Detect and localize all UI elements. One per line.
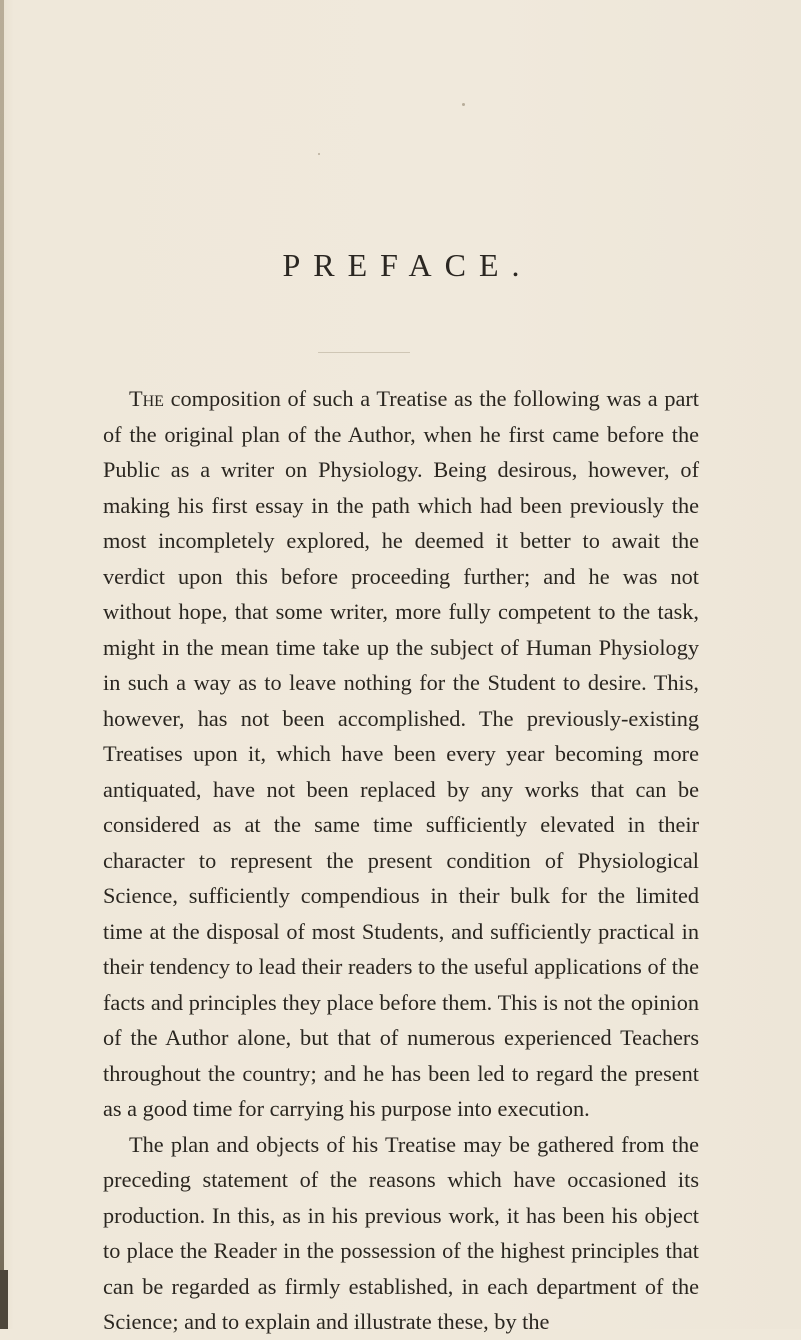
paragraph-1-text: composition of such a Treatise as the following was a part of the original plan of the Author, when he first came before the Public as a writer on Physiology. Being desirous, however, of making his first essay in the path which had been previously the most incompletely explored, he deemed it better to await the verdict upon this before proceeding further; and he was not without hope, that some writer, more fully competent to the task, might in the mean time take up the subject of Human Physiology in such a way as to leave nothing for the Student to desire. This, however, has not been accomplished. The previously-existing Treatises upon it, which have been every year becoming more antiquated, have not been replaced by any works that can be considered as at the same time sufficiently elevated in their character to represent the present condition of Physiological Science, sufficiently compendious in their bulk for the limited time at the disposal of most Students, and sufficiently practical in their tendency to lead their readers to the useful applications of the facts and principles they place before them. This is not the opinion of the Author alone, but that of numerous experienced Teachers throughout the country; and he has been led to regard the present as a good time for carrying his purpose into execution. [103, 386, 700, 1121]
page-title: PREFACE. [282, 247, 533, 283]
preface-body [103, 381, 699, 1340]
paragraph-2-text: The plan and objects of his Treatise may be gathered from the preceding statement of the reasons which have occasioned its production. In this, as in his previous work, it has been his object to place the Reader in the possession of the highest principles that can be regarded as firmly established, in each department of the Science; and to explain and illustrate these, by the [103, 1131, 699, 1334]
page-edge-shadow [0, 0, 4, 1329]
page-edge-dark-corner [0, 1270, 8, 1329]
paragraph-1 [103, 381, 699, 1127]
title-divider [318, 352, 410, 353]
paragraph-1-lead-word: The [129, 386, 164, 411]
paper-speck [462, 103, 465, 106]
paper-speck [318, 153, 320, 155]
paragraph-2 [103, 1127, 699, 1340]
